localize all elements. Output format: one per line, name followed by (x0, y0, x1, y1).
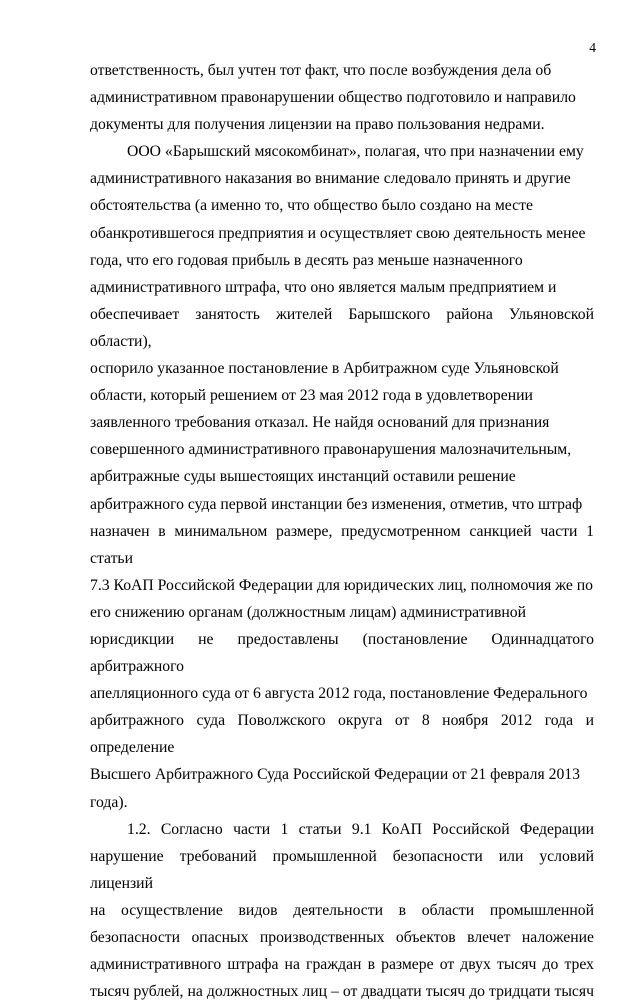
paragraph-3 (90, 816, 594, 1005)
text-line: тысяч рублей, на должностных лиц – от двадцати тысяч до тридцати тысяч (90, 983, 594, 1001)
text-line: назначен в минимальном размере, предусмотренном санкцией части 1 статьи (90, 522, 594, 567)
text-line: административном правонарушении общество подготовило и направило (90, 89, 576, 107)
page-number: 4 (589, 40, 596, 55)
text-line: совершенного административного правонарушения малозначительным, (90, 441, 572, 459)
text-line: арбитражного суда Поволжского округа от 8 ноября 2012 года и определение (90, 712, 594, 757)
text-line: арбитражные суды вышестоящих инстанций оставили решение (90, 468, 516, 486)
text-line: заявленного требования отказал. Не найдя оснований для признания (90, 414, 550, 432)
text-line: обеспечивает занятость жителей Барышского района Ульяновской области), (90, 305, 594, 350)
text-line: административного наказания во внимание следовало принять и другие (90, 170, 571, 188)
paragraph-1 (90, 57, 594, 138)
text-line: юрисдикции не предоставлены (постановление Одиннадцатого арбитражного (90, 630, 594, 676)
text-line: на осуществление видов деятельности в области промышленной (90, 901, 594, 919)
text-line: оспорило указанное постановление в Арбитражном суде Ульяновской (90, 360, 559, 378)
text-line: нарушение требований промышленной безопасности или условий лицензий (90, 847, 594, 892)
text-line: обанкротившегося предприятия и осуществляет свою деятельность менее (90, 224, 586, 242)
text-line: его снижению органам (должностным лицам) административной (90, 603, 527, 621)
text-line: документы для получения лицензии на право пользования недрами. (90, 116, 545, 134)
text-line: безопасности опасных производственных объектов влечет наложение (90, 929, 594, 946)
text-line: административного штрафа, что оно является малым предприятием и (90, 278, 557, 296)
text-line: обстоятельства (а именно то, что общество было создано на месте (90, 197, 533, 215)
document-body (90, 57, 594, 1005)
text-line: ответственность, был учтен тот факт, что после возбуждения дела об (90, 62, 552, 79)
text-line: года). (90, 793, 128, 811)
text-line: Высшего Арбитражного Суда Российской Федерации от 21 февраля 2013 (90, 766, 580, 784)
text-line: 7.3 КоАП Российской Федерации для юридических лиц, полномочия же по (90, 576, 593, 594)
text-line: области, который решением от 23 мая 2012 года в удовлетворении (90, 387, 533, 405)
text-line: 1.2. Согласно части 1 статьи 9.1 КоАП Российской Федерации (127, 820, 594, 838)
text-line: апелляционного суда от 6 августа 2012 года, постановление Федерального (90, 685, 588, 703)
text-line: арбитражного суда первой инстанции без изменения, отметив, что штраф (90, 495, 583, 513)
text-line: ООО «Барышский мясокомбинат», полагая, что при назначении ему (127, 143, 584, 161)
text-line: административного штрафа на граждан в размере от двух тысяч до трех (90, 956, 594, 974)
paragraph-2 (90, 138, 594, 815)
text-line: года, что его годовая прибыль в десять раз меньше назначенного (90, 251, 523, 269)
